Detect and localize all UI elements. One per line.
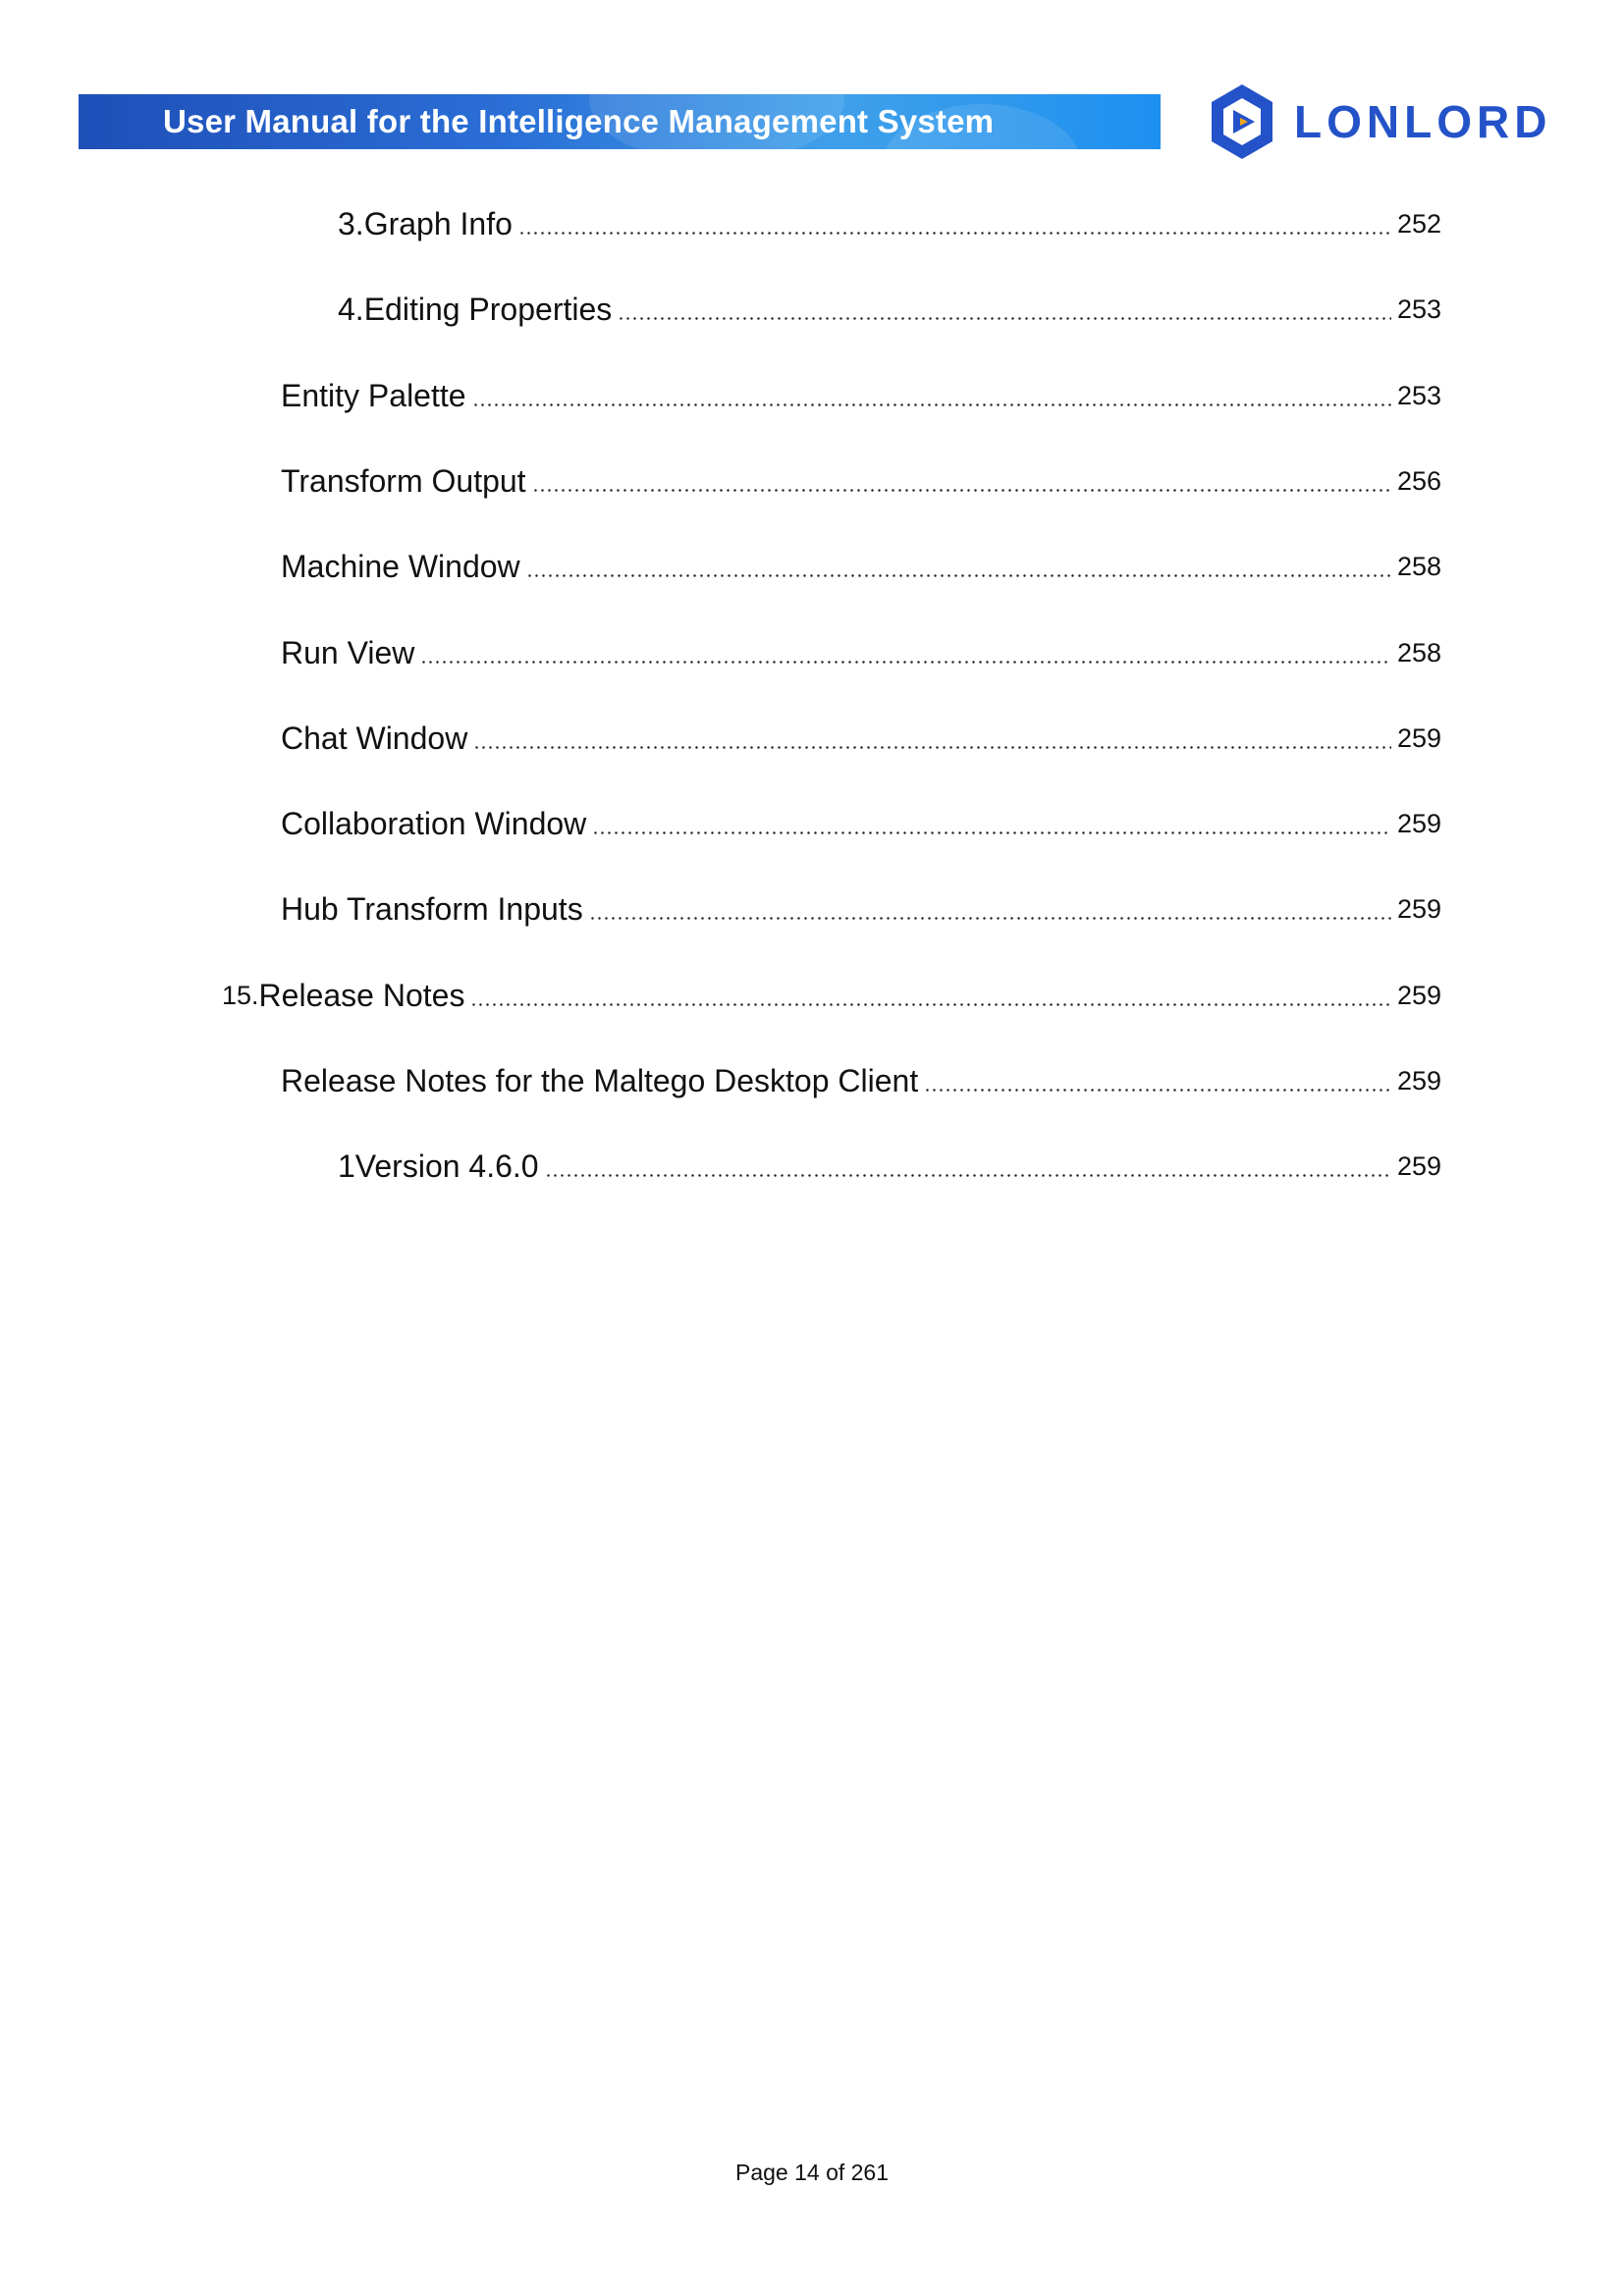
toc-entry-page: 259 [1396, 722, 1441, 753]
dot-leader [518, 232, 1391, 235]
toc-entry-title: 1Version 4.6.0 [338, 1148, 539, 1185]
toc-entry-title: Release Notes [258, 977, 465, 1013]
dot-leader [532, 489, 1391, 492]
toc-entry-title: Collaboration Window [281, 806, 587, 842]
dot-leader [472, 403, 1391, 406]
dot-leader [545, 1174, 1391, 1177]
toc-entry-title: Machine Window [281, 549, 520, 585]
dot-leader [592, 831, 1391, 834]
toc-entry-title: Hub Transform Inputs [281, 891, 583, 928]
toc-entry-page: 259 [1396, 809, 1441, 839]
toc-entry-title: 4.Editing Properties [338, 292, 613, 328]
toc-entry-page: 258 [1396, 637, 1441, 667]
toc-entry[interactable] [338, 194, 1441, 243]
toc-entry-title: Chat Window [281, 720, 468, 756]
toc-entry-title: Release Notes for the Maltego Desktop Client [281, 1063, 919, 1098]
toc-entry[interactable] [281, 880, 1441, 929]
toc-entry-title: Transform Output [281, 462, 526, 499]
toc-entry-title: Entity Palette [281, 377, 466, 413]
hexagon-logo-icon [1208, 82, 1276, 161]
brand-name: LONLORD [1294, 96, 1552, 147]
toc-entry-number: 15. [222, 980, 259, 1010]
toc-entry-page: 253 [1396, 380, 1441, 410]
toc-entry-page: 252 [1396, 209, 1441, 239]
dot-leader [924, 1089, 1391, 1092]
toc-entry-page: 256 [1396, 465, 1441, 496]
toc-entry-page: 259 [1396, 980, 1441, 1010]
toc-entry-page: 259 [1396, 1151, 1441, 1182]
toc-entry[interactable] [281, 452, 1441, 501]
dot-leader [618, 317, 1391, 320]
brand-logo [1208, 82, 1561, 161]
toc-entry-title: 3.Graph Info [338, 206, 513, 241]
toc-entry[interactable] [281, 709, 1441, 758]
dot-leader [526, 574, 1391, 577]
toc-entry[interactable] [338, 280, 1441, 329]
toc-entry-page: 259 [1396, 894, 1441, 925]
dot-leader [473, 746, 1391, 749]
toc-entry-page: 258 [1396, 552, 1441, 582]
toc-entry[interactable] [281, 537, 1441, 586]
toc-entry[interactable] [281, 794, 1441, 843]
dot-leader [470, 1003, 1391, 1006]
toc-entry[interactable] [338, 1137, 1441, 1186]
dot-leader [589, 917, 1391, 920]
toc-entry[interactable] [281, 1051, 1441, 1100]
toc-entry[interactable] [281, 623, 1441, 672]
dot-leader [420, 661, 1391, 664]
document-title: User Manual for the Intelligence Management System [163, 103, 995, 139]
page-number: Page 14 of 261 [734, 2160, 890, 2185]
header-banner [79, 94, 1161, 149]
toc-entry-page: 259 [1396, 1066, 1441, 1095]
toc-entry-title: Run View [281, 634, 415, 670]
toc-entry-page: 253 [1396, 294, 1441, 325]
toc-entry[interactable] [281, 366, 1441, 415]
toc-entry[interactable] [222, 966, 1441, 1015]
